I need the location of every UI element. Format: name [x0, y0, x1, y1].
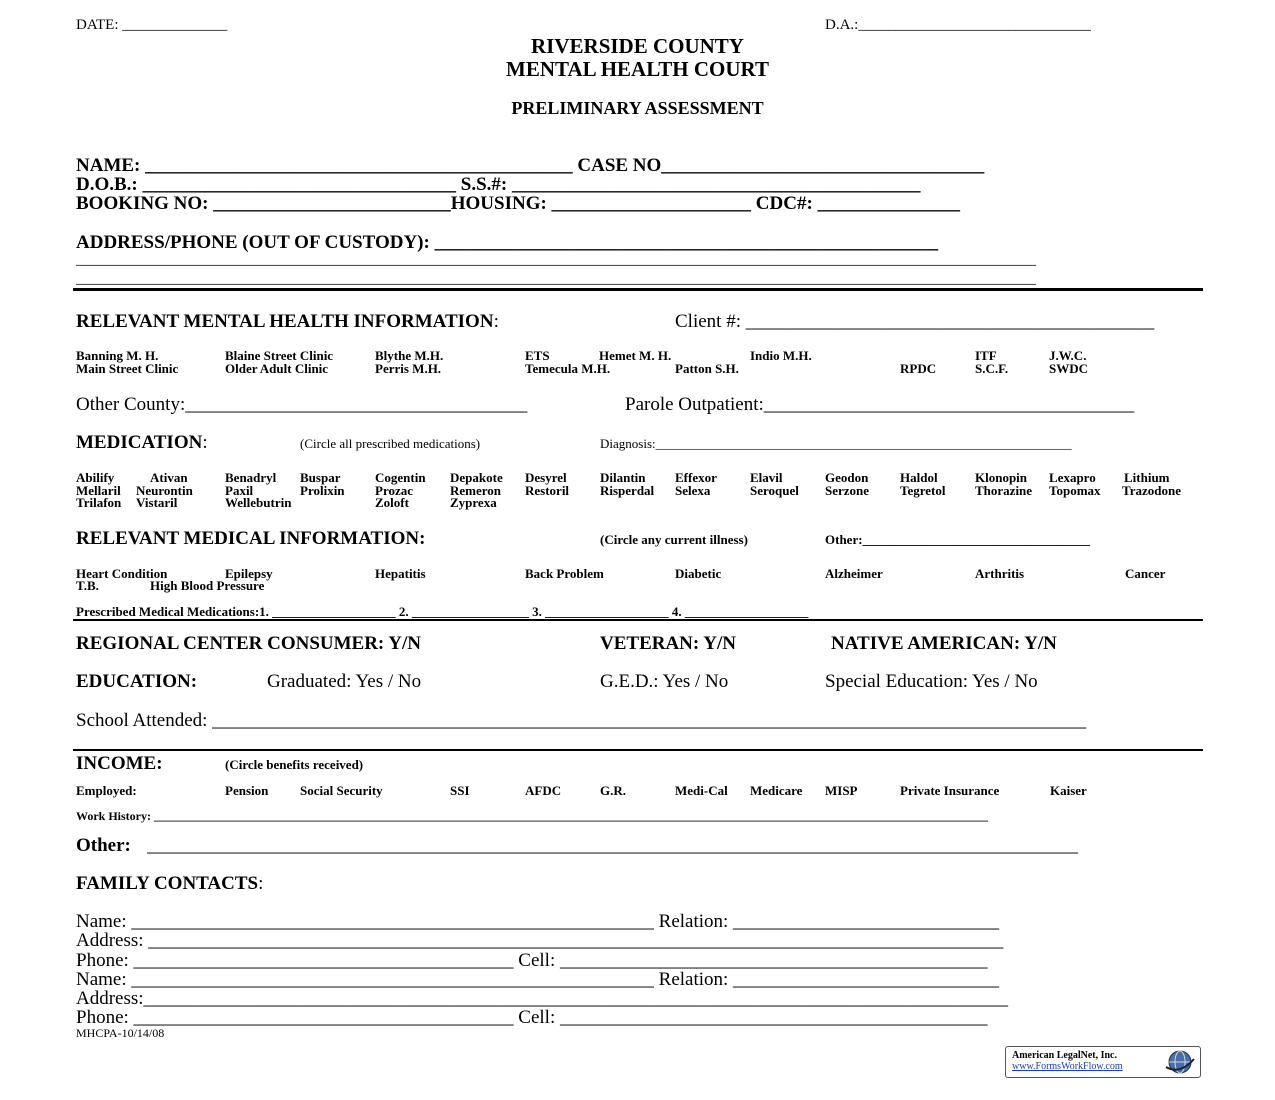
medication-option[interactable]: Cogentin	[375, 470, 426, 485]
graduated-field[interactable]: Graduated: Yes / No	[267, 671, 422, 692]
clinic-option[interactable]: ITF	[975, 348, 997, 363]
clinic-option[interactable]: Blythe M.H.	[375, 348, 444, 363]
parole-outpatient-field[interactable]: Parole Outpatient:_______________________________________	[625, 394, 1135, 415]
work-history-field[interactable]: Work History: ___________________________________________________________________________________________________________________________________________	[76, 809, 988, 823]
medication-option[interactable]: Prozac	[375, 483, 414, 498]
medication-note: (Circle all prescribed medications)	[300, 436, 481, 451]
court-title: MENTAL HEALTH COURT	[506, 57, 769, 81]
clinic-option[interactable]: SWDC	[1049, 361, 1089, 376]
medication-option[interactable]: Dilantin	[600, 470, 646, 485]
clinic-option[interactable]: Blaine Street Clinic	[225, 348, 334, 363]
mental-health-heading: RELEVANT MENTAL HEALTH INFORMATION:	[76, 311, 499, 332]
illness-option[interactable]: High Blood Pressure	[150, 578, 265, 593]
medication-option[interactable]: Depakote	[450, 470, 503, 485]
medication-option[interactable]: Wellebutrin	[225, 495, 292, 510]
education-heading: EDUCATION:	[76, 671, 198, 692]
clinic-option[interactable]: Patton S.H.	[675, 361, 739, 376]
medication-option[interactable]: Trilafon	[76, 495, 122, 510]
income-option[interactable]: Employed:	[76, 783, 137, 798]
income-option[interactable]: Social Security	[300, 783, 383, 798]
income-option[interactable]: Medi-Cal	[675, 783, 728, 798]
form-subtitle: PRELIMINARY ASSESSMENT	[511, 98, 764, 118]
date-field[interactable]: DATE: ______________	[76, 17, 228, 33]
income-option[interactable]: Private Insurance	[900, 783, 1000, 798]
client-number-field[interactable]: Client #: ___________________________________________	[675, 311, 1155, 332]
publisher-logo[interactable]	[1005, 1046, 1201, 1078]
clinic-option[interactable]: Indio M.H.	[750, 348, 812, 363]
clinic-option[interactable]: Main Street Clinic	[76, 361, 179, 376]
illness-option[interactable]: Heart Condition	[76, 566, 168, 581]
family-contacts-heading: FAMILY CONTACTS:	[76, 873, 264, 894]
clinic-option[interactable]: RPDC	[900, 361, 937, 376]
medical-heading: RELEVANT MEDICAL INFORMATION:	[76, 528, 426, 549]
income-option[interactable]: G.R.	[600, 783, 626, 798]
clinic-option[interactable]: S.C.F.	[975, 361, 1009, 376]
medication-option[interactable]: Zyprexa	[450, 495, 497, 510]
medication-option[interactable]: Geodon	[825, 470, 869, 485]
medication-option[interactable]: Abilify	[76, 470, 115, 485]
school-attended-field[interactable]: School Attended: ____________________________________________________________________________________________	[76, 710, 1087, 731]
income-option[interactable]: Pension	[225, 783, 269, 798]
contact-1-phone-field[interactable]: Phone: ________________________________________ Cell: _____________________________________________	[76, 950, 988, 971]
medication-option[interactable]: Neurontin	[136, 483, 193, 498]
medication-option[interactable]: Paxil	[225, 483, 254, 498]
medication-option[interactable]: Elavil	[750, 470, 783, 485]
other-county-field[interactable]: Other County:____________________________________	[76, 394, 528, 415]
income-option[interactable]: MISP	[825, 783, 858, 798]
income-option[interactable]: SSI	[450, 783, 470, 798]
contact-2-name-field[interactable]: Name: _______________________________________________________ Relation: ____________________________	[76, 969, 1000, 990]
regional-center-field[interactable]: REGIONAL CENTER CONSUMER: Y/N	[76, 633, 422, 654]
veteran-field[interactable]: VETERAN: Y/N	[600, 633, 736, 654]
medication-option[interactable]: Ativan	[150, 470, 188, 485]
publisher-name: American LegalNet, Inc.	[1012, 1050, 1117, 1061]
clinic-option[interactable]: Banning M. H.	[76, 348, 159, 363]
medication-option[interactable]: Prolixin	[300, 483, 345, 498]
medication-option[interactable]: Tegretol	[900, 483, 946, 498]
medication-option[interactable]: Seroquel	[750, 483, 799, 498]
contact-1-address-field[interactable]: Address: __________________________________________________________________________________________	[76, 930, 1004, 951]
clinic-option[interactable]: Hemet M. H.	[599, 348, 672, 363]
dob-ssn-line[interactable]: D.O.B.: _________________________________ S.S.#: ___________________________________________	[76, 174, 921, 195]
address-phone-line[interactable]: ADDRESS/PHONE (OUT OF CUSTODY): _____________________________________________________	[76, 232, 939, 253]
medication-option[interactable]: Lithium	[1124, 470, 1170, 485]
name-case-line[interactable]: NAME: _____________________________________________ CASE NO__________________________________	[76, 155, 985, 176]
clinic-option[interactable]: Perris M.H.	[375, 361, 442, 376]
illness-option[interactable]: T.B.	[76, 578, 99, 593]
illness-option[interactable]: Diabetic	[675, 566, 722, 581]
medication-option[interactable]: Topomax	[1049, 483, 1101, 498]
address-line-3[interactable]: ________________________________________________________________________________________________________________________________	[76, 271, 1036, 287]
contact-1-name-field[interactable]: Name: _______________________________________________________ Relation: ____________________________	[76, 911, 1000, 932]
special-education-field[interactable]: Special Education: Yes / No	[825, 671, 1038, 692]
clinic-option[interactable]: ETS	[525, 348, 550, 363]
contact-2-address-field[interactable]: Address:___________________________________________________________________________________________	[76, 988, 1009, 1009]
illness-option[interactable]: Back Problem	[525, 566, 604, 581]
income-option[interactable]: AFDC	[525, 783, 562, 798]
medical-other-field[interactable]: Other:___________________________________	[825, 532, 1091, 547]
medication-option[interactable]: Vistaril	[136, 495, 178, 510]
medication-option[interactable]: Thorazine	[975, 483, 1033, 498]
medication-option[interactable]: Trazodone	[1122, 483, 1181, 498]
clinic-option[interactable]: Older Adult Clinic	[225, 361, 329, 376]
medication-option[interactable]: Benadryl	[225, 470, 277, 485]
illness-option[interactable]: Arthritis	[975, 566, 1025, 581]
form-id: MHCPA-10/14/08	[76, 1026, 165, 1040]
medication-option[interactable]: Klonopin	[975, 470, 1028, 485]
section-divider	[73, 749, 1203, 751]
income-heading: INCOME:	[76, 753, 163, 774]
prescribed-medications-field[interactable]: Prescribed Medical Medications:1. ___________________ 2. __________________ 3. ___________________ 4. ___________________	[76, 604, 809, 619]
medication-option[interactable]: Restoril	[525, 483, 570, 498]
address-line-2[interactable]: ________________________________________________________________________________________________________________________________	[76, 252, 1036, 268]
native-american-field[interactable]: NATIVE AMERICAN: Y/N	[831, 633, 1057, 654]
ged-field[interactable]: G.E.D.: Yes / No	[600, 671, 729, 692]
income-option[interactable]: Kaiser	[1050, 783, 1087, 798]
medication-option[interactable]: Effexor	[675, 470, 717, 485]
medication-option[interactable]: Buspar	[300, 470, 341, 485]
medication-heading: MEDICATION:	[76, 432, 208, 453]
income-note: (Circle benefits received)	[225, 757, 364, 772]
clinic-option[interactable]: J.W.C.	[1049, 348, 1087, 363]
publisher-link[interactable]: www.FormsWorkFlow.com	[1012, 1061, 1123, 1072]
clinic-option[interactable]: Temecula M.H.	[525, 361, 611, 376]
medication-option[interactable]: Mellaril	[76, 483, 121, 498]
booking-housing-line[interactable]: BOOKING NO: _________________________HOUSING: _____________________ CDC#: _______________	[76, 193, 961, 214]
medication-option[interactable]: Desyrel	[525, 470, 567, 485]
medical-note: (Circle any current illness)	[600, 532, 748, 547]
section-divider	[73, 619, 1203, 621]
medication-option[interactable]: Lexapro	[1049, 470, 1096, 485]
illness-option[interactable]: Alzheimer	[825, 566, 883, 581]
income-other-field[interactable]: __________________________________________________________________________________________________	[147, 835, 1078, 856]
medication-option[interactable]: Serzone	[825, 483, 870, 498]
medication-option[interactable]: Selexa	[675, 483, 711, 498]
contact-2-phone-field[interactable]: Phone: ________________________________________ Cell: _____________________________________________	[76, 1007, 988, 1028]
da-field[interactable]: D.A.:_______________________________	[825, 17, 1091, 33]
medication-option[interactable]: Zoloft	[375, 495, 409, 510]
illness-option[interactable]: Epilepsy	[225, 566, 273, 581]
section-divider	[73, 288, 1203, 291]
county-title: RIVERSIDE COUNTY	[531, 34, 744, 58]
diagnosis-field[interactable]: Diagnosis:________________________________________________________________	[600, 436, 1072, 451]
medication-option[interactable]: Risperdal	[600, 483, 655, 498]
globe-icon	[1163, 1049, 1197, 1075]
illness-option[interactable]: Cancer	[1125, 566, 1166, 581]
income-other-label: Other:	[76, 835, 131, 856]
income-option[interactable]: Medicare	[750, 783, 803, 798]
medication-option[interactable]: Remeron	[450, 483, 502, 498]
medication-option[interactable]: Haldol	[900, 470, 938, 485]
illness-option[interactable]: Hepatitis	[375, 566, 426, 581]
